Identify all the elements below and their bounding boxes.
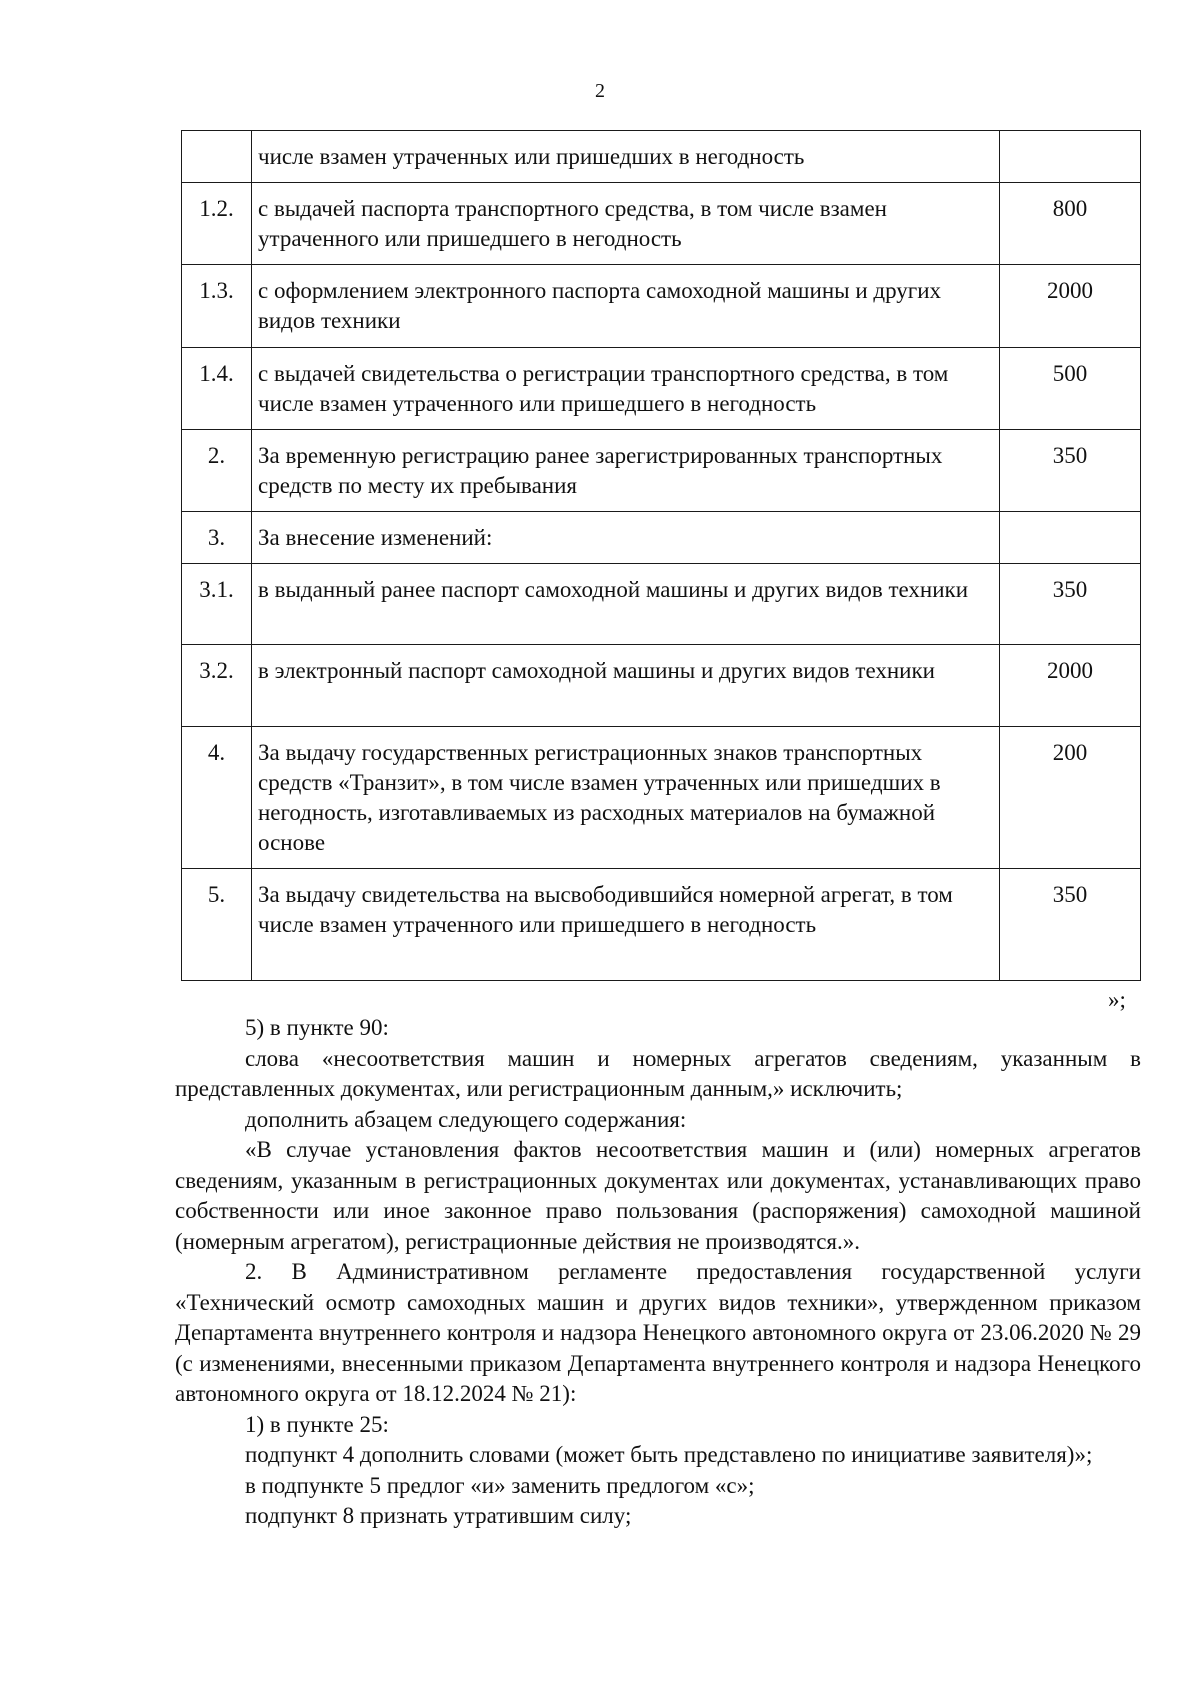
paragraph: 1) в пункте 25: <box>245 1411 389 1437</box>
table-row <box>182 869 1141 981</box>
row-description: За выдачу государственных регистрационных знаков транспортных средств «Транзит», в том числе взамен утраченных или пришедших в негодность, изготавливаемых из расходных материалов на бумажной основе <box>252 727 1000 869</box>
row-fee: 800 <box>1000 183 1141 265</box>
paragraph: 5) в пункте 90: <box>245 1015 389 1040</box>
row-fee: 350 <box>1000 430 1141 512</box>
row-description: За временную регистрацию ранее зарегистрированных транспортных средств по месту их пребывания <box>252 430 1000 512</box>
paragraph: «В случае установления фактов несоответствия машин и (или) номерных агрегатов сведениям, указанным в регистрационных документах или документах, устанавливающих право собственности или иное законное право пользования (распоряжения) самоходной машиной (номерным агрегатом), регистрационные действия не производятся.». <box>175 1137 1141 1254</box>
table-row <box>182 265 1141 348</box>
row-description: с выдачей паспорта транспортного средства, в том числе взамен утраченного или пришедшего в негодность <box>252 183 1000 265</box>
row-fee <box>1000 131 1141 183</box>
paragraph: в подпункте 5 предлог «и» заменить предлогом «с»; <box>245 1472 755 1498</box>
row-number: 2. <box>182 430 252 512</box>
row-number: 1.3. <box>182 265 252 348</box>
table-row <box>182 512 1141 564</box>
table-row <box>182 645 1141 727</box>
row-number: 3.1. <box>182 564 252 645</box>
row-fee: 350 <box>1000 869 1141 981</box>
row-fee <box>1000 512 1141 564</box>
row-number: 5. <box>182 869 252 981</box>
row-description: в выданный ранее паспорт самоходной машины и других видов техники <box>252 564 1000 645</box>
row-fee: 2000 <box>1000 645 1141 727</box>
row-number <box>182 131 252 183</box>
row-fee: 200 <box>1000 727 1141 869</box>
table-row <box>182 727 1141 869</box>
page-number: 2 <box>595 80 605 102</box>
row-description: За выдачу свидетельства на высвободившийся номерной агрегат, в том числе взамен утраченного или пришедшего в негодность <box>252 869 1000 981</box>
row-description: с оформлением электронного паспорта самоходной машины и других видов техники <box>252 265 1000 348</box>
table-row <box>182 183 1141 265</box>
table-row <box>182 348 1141 430</box>
row-description: с выдачей свидетельства о регистрации транспортного средства, в том числе взамен утраченного или пришедшего в негодность <box>252 348 1000 430</box>
paragraph: подпункт 4 дополнить словами (может быть представлено по инициативе заявителя)»; <box>245 1442 1093 1467</box>
row-fee: 350 <box>1000 564 1141 645</box>
table-row <box>182 564 1141 645</box>
table-row <box>182 131 1141 183</box>
paragraph: 2. В Административном регламенте предоставления государственной услуги «Технический осмотр самоходных машин и других видов техники», утвержденном приказом Департамента внутреннего контроля и надзора Ненецкого автономного округа от 23.06.2020 № 29 (с изменениями, внесенными приказом Департамента внутреннего контроля и надзора Ненецкого автономного округа от 18.12.2024 № 21): <box>175 1259 1141 1406</box>
row-description: числе взамен утраченных или пришедших в негодность <box>252 131 1000 183</box>
row-description: в электронный паспорт самоходной машины и других видов техники <box>252 645 1000 727</box>
row-number: 1.2. <box>182 183 252 265</box>
table-closing-quote: »; <box>1108 987 1126 1012</box>
paragraph: дополнить абзацем следующего содержания: <box>245 1106 687 1132</box>
row-number: 3.2. <box>182 645 252 727</box>
row-fee: 500 <box>1000 348 1141 430</box>
paragraph: слова «несоответствия машин и номерных агрегатов сведениям, указанным в представленных документах, или регистрационным данным,» исключить; <box>175 1045 1141 1101</box>
fees-table <box>181 130 1141 981</box>
row-number: 3. <box>182 512 252 564</box>
paragraph: подпункт 8 признать утратившим силу; <box>245 1503 632 1528</box>
table-row <box>182 430 1141 512</box>
row-number: 4. <box>182 727 252 869</box>
row-fee: 2000 <box>1000 265 1141 348</box>
document-body <box>175 1013 1141 1532</box>
row-number: 1.4. <box>182 348 252 430</box>
row-description: За внесение изменений: <box>252 512 1000 564</box>
